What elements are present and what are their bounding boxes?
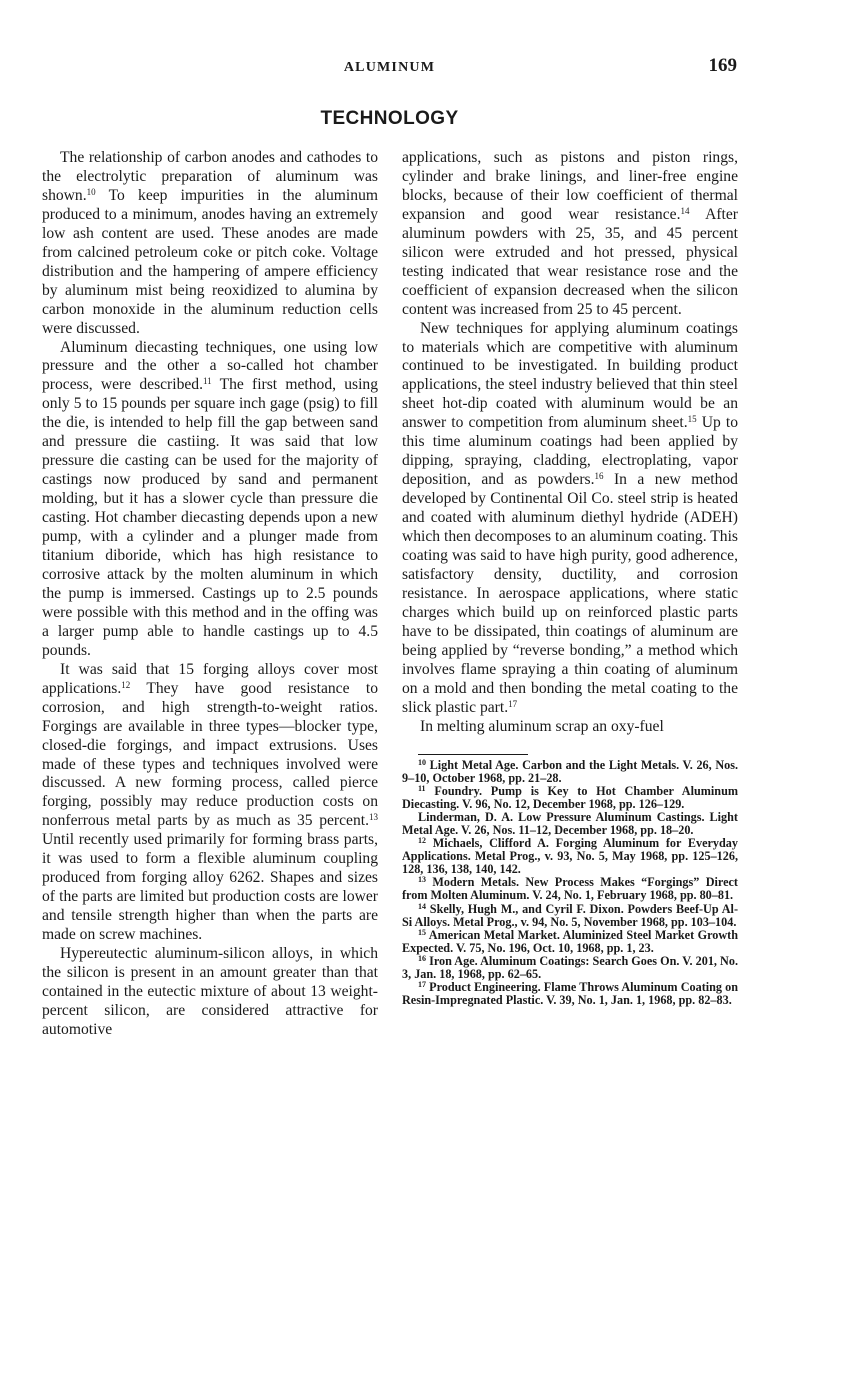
paragraph-text: After aluminum powders with 25, 35, and 45 percent silicon were extruded and hot pressed, physical testing indicated that wear resistance rose and the coefficient of expansion decreased when the silicon content was increased from 25 to 45 percent. bbox=[402, 205, 738, 318]
running-title: ALUMINUM bbox=[343, 60, 436, 75]
footnote-text: American Metal Market. Aluminized Steel Market Growth Expected. V. 75, No. 196, Oct. 10, 1968, pp. 1, 23. bbox=[402, 927, 739, 955]
footnote-number: 16 bbox=[418, 953, 426, 963]
paragraph-text: Hypereutectic aluminum-silicon alloys, in which the silicon is present in an amount greater than that contained in the eutectic mixture of about 13 weight-percent silicon, are considered attractive for automotive bbox=[42, 945, 378, 1038]
paragraph bbox=[42, 339, 378, 661]
page-number: 169 bbox=[708, 55, 737, 76]
paragraph-text: New techniques for applying aluminum coatings to materials which are competitive with aluminum continued to be investigated. In building product applications, the steel industry believed that thin steel sheet hot-dip coated with aluminum would be an answer to competition from aluminum sheet. bbox=[402, 319, 738, 432]
footnote-rule bbox=[418, 754, 528, 755]
paragraph bbox=[42, 149, 378, 339]
paragraph bbox=[402, 718, 738, 737]
footnote-text: Iron Age. Aluminum Coatings: Search Goes On. V. 201, No. 3, Jan. 18, 1968, pp. 62–65. bbox=[402, 953, 738, 982]
running-head bbox=[0, 55, 855, 82]
footnote-reference[interactable]: 12 bbox=[121, 679, 131, 690]
footnote-number: 17 bbox=[418, 980, 426, 990]
footnote-number: 12 bbox=[418, 836, 426, 846]
footnote bbox=[402, 876, 738, 902]
footnote-reference[interactable]: 16 bbox=[594, 471, 604, 482]
paragraph-text: They have good resistance to corrosion, and high strength-to-weight ratios. Forgings are available in three types—blocker type, closed-die forgings, and impact extrusions. Uses made of these types and techniques involved were discussed. A new forming process, called pierce forging, possibly may reduce production costs on nonferrous metal parts by as much as 35 percent. bbox=[42, 679, 378, 830]
footnote-text: Linderman, D. A. Low Pressure Aluminum Castings. Light Metal Age. V. 26, Nos. 11–12, December 1968, pp. 18–20. bbox=[402, 809, 738, 838]
footnote-reference[interactable]: 14 bbox=[680, 205, 690, 216]
footnote-text: Foundry. Pump is Key to Hot Chamber Aluminum Diecasting. V. 96, No. 12, December 1968, pp. 126–129. bbox=[402, 783, 739, 811]
footnote-reference[interactable]: 11 bbox=[203, 376, 212, 387]
footnote-text: Modern Metals. New Process Makes “Forgings” Direct from Molten Aluminum. V. 24, No. 1, February 1968, pp. 80–81. bbox=[402, 875, 738, 903]
footnote-number: 13 bbox=[418, 875, 426, 885]
paragraph-text: To keep impurities in the aluminum produced to a minimum, anodes having an extremely low ash content are used. These anodes are made from calcined petroleum coke or pitch coke. Voltage distribution and the hampering of ampere efficiency by aluminum mist being reoxidized to alumina by carbon monoxide in the aluminum reduction cells were discussed. bbox=[42, 186, 378, 337]
footnote-reference[interactable]: 17 bbox=[508, 698, 518, 709]
footnote-text: Skelly, Hugh M., and Cyril F. Dixon. Powders Beef-Up Al-Si Alloys. Metal Prog., v. 94, No. 5, November 1968, pp. 103–104. bbox=[402, 901, 738, 929]
paragraph-text: Aluminum diecasting techniques, one using low pressure and the other a so-called hot chamber process, were described. bbox=[42, 338, 378, 394]
footnote-text: Light Metal Age. Carbon and the Light Metals. V. 26, Nos. 9–10, October 1968, pp. 21–28. bbox=[402, 757, 739, 785]
footnote-reference[interactable]: 15 bbox=[687, 414, 697, 425]
footnote-text: Product Engineering. Flame Throws Aluminum Coating on Resin-Impregnated Plastic. V. 39, No. 1, Jan. 1, 1968, pp. 82–83. bbox=[402, 980, 739, 1008]
footnote-text: Michaels, Clifford A. Forging Aluminum for Everyday Applications. Metal Prog., v. 93, No. 5, May 1968, pp. 125–126, 128, 136, 138, 140, 142. bbox=[402, 836, 738, 877]
footnote bbox=[402, 785, 738, 811]
paragraph bbox=[402, 320, 738, 718]
paragraph-text: The first method, using only 5 to 15 pounds per square inch gage (psig) to fill the die, is intended to help fill the gap between sand and pressure die castiing. It was said that low pressure die casting can be used for the majority of castings now produced by sand and permanent molding, but it has a slower cycle than pressure die casting. Hot chamber diecasting depends upon a new pump, with a cylinder and a plunger made from titanium diboride, which has high resistance to corrosive attack by the molten aluminum in which the pump is immersed. Castings up to 2.5 pounds were possible with this method and in the offing was a larger pump able to handle castings up to 4.5 pounds. bbox=[42, 376, 378, 659]
footnote-number: 10 bbox=[418, 757, 426, 767]
right-column-body bbox=[402, 149, 738, 737]
paragraph-text: It was said that 15 forging alloys cover most applications. bbox=[42, 660, 378, 697]
footnote-number: 15 bbox=[418, 927, 426, 937]
paragraph-text: In melting aluminum scrap an oxy-fuel bbox=[420, 717, 664, 735]
footnote-reference[interactable]: 13 bbox=[369, 812, 378, 823]
footnote bbox=[402, 955, 738, 981]
paragraph bbox=[402, 149, 738, 320]
footnote bbox=[402, 759, 738, 785]
footnote-number: 11 bbox=[418, 783, 426, 793]
section-title: TECHNOLOGY bbox=[320, 108, 459, 129]
footnote bbox=[402, 981, 738, 1007]
paragraph-text: In a new method developed by Continental Oil Co. steel strip is heated and coated with aluminum diethyl hydride (ADEH) which then decomposes to an aluminum coating. This coating was said to have high purity, good adherence, satisfactory density, ductility, and corrosion resistance. In aerospace applications, where static charges which build up on reinforced plastic parts have to be dissipated, thin coatings of aluminum are being applied by “reverse bonding,” a method which involves flame spraying a thin coating of aluminum on a mold and then bonding the metal coating to the slick plastic part. bbox=[402, 471, 738, 716]
footnote-number: 14 bbox=[418, 901, 426, 911]
right-column bbox=[402, 149, 738, 1007]
paragraph-text: Up to this time aluminum coatings had been applied by dipping, spraying, cladding, electroplating, vapor deposition, and as powders. bbox=[402, 414, 738, 489]
paragraph-text: applications, such as pistons and piston rings, cylinder and brake linings, and liner-free engine blocks, because of their low coefficient of thermal expansion and good wear resistance. bbox=[402, 149, 738, 223]
paragraph bbox=[42, 661, 378, 945]
footnote-reference[interactable]: 10 bbox=[86, 186, 96, 197]
footnotes bbox=[402, 759, 738, 1008]
left-column bbox=[42, 149, 378, 1040]
footnote bbox=[402, 903, 738, 929]
paragraph bbox=[42, 945, 378, 1040]
paragraph-text: The relationship of carbon anodes and cathodes to the electrolytic preparation of aluminum was shown. bbox=[42, 149, 378, 204]
footnote bbox=[402, 929, 738, 955]
footnote bbox=[402, 837, 738, 876]
footnote bbox=[402, 811, 738, 837]
paragraph-text: Until recently used primarily for forming brass parts, it was used to form a flexible aluminum coupling produced from forging alloy 6262. Shapes and sizes of the parts are limited but production costs are lower and tensile strength higher than when the parts are made on screw machines. bbox=[42, 831, 378, 944]
